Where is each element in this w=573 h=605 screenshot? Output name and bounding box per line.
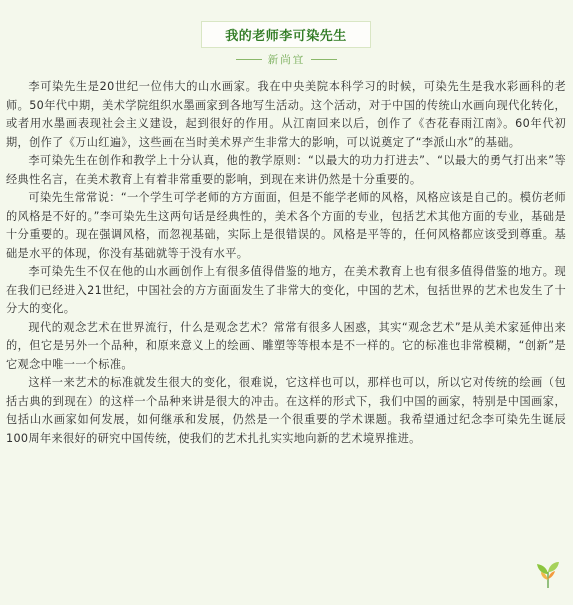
author-name: 新尚宜 [267,53,306,66]
paragraph-6: 这样一来艺术的标准就发生很大的变化，很难说，它这样也可以，那样也可以，所以它对传统的绘画（包括古典的到现在）的这样一个品种来讲是很大的冲击。在这样的形式下，我们中国的画家，特别是中国画家，包括山水画家如何发展，如何继承和发展，仍然是一个很重要的学术课题。我希望通过纪念李可染先生诞辰100周年来很好的研究中国传统，使我们的艺术扎扎实实地向新的艺术境界推进。 [6,376,566,445]
paragraph-1: 李可染先生是20世纪一位伟大的山水画家。我在中央美院本科学习的时候，可染先生是我水彩画科的老师。50年代中期，美术学院组织水墨画家到各地写生活动。这个活动，对于中国的传统山水画向现代化转化，或者用水墨画表现社会主义建设，起到很好的作用。从江南回来以后，创作了《杏花春雨江南》。60年代初期，创作了《万山红遍》，这些画在当时美术界产生非常大的影响，可以说奠定了“李派山水”的基础。 [6,80,566,149]
paragraph-3: 可染先生常常说：“一个学生可学老师的方方面面，但是不能学老师的风格，风格应该是自己的。模仿老师的风格是不好的。”李可染先生这两句话是经典性的，美术各个方面的专业，包括艺术其他方面的专业，基础是十分重要的。现在强调风格，而忽视基础，实际上是很错误的。风格是平等的，任何风格都应该受到尊重。基础是水平的体现，你没有基础就等于没有水平。 [6,191,566,260]
paragraph-5: 现代的观念艺术在世界流行，什么是观念艺术？常常有很多人困惑，其实“观念艺术”是从美术家延伸出来的，但它是另外一个品种，和原来意义上的绘画、雕塑等等根本是不一样的。它的标准也非常模糊，“创新”是它观念中唯一一个标准。 [6,320,566,371]
article-title: 我的老师李可染先生 [225,29,347,44]
article-title-box [201,21,371,48]
author-byline [0,51,573,67]
paragraph-2: 李可染先生在创作和教学上十分认真，他的教学原则：“以最大的功力打进去”、“以最大的勇气打出来”等经典性名言，在美术教育上有着非常重要的影响，到现在来讲仍然是十分重要的。 [6,154,566,186]
byline-left-rule [236,59,262,60]
sprout-icon [534,559,562,589]
byline-right-rule [311,59,337,60]
article-body [6,78,566,448]
paragraph-4: 李可染先生不仅在他的山水画创作上有很多值得借鉴的地方，在美术教育上也有很多值得借鉴的地方。现在我们已经进入21世纪，中国社会的方方面面发生了非常大的变化，中国的艺术，包括世界的艺术也发生了十分大的变化。 [6,265,566,315]
